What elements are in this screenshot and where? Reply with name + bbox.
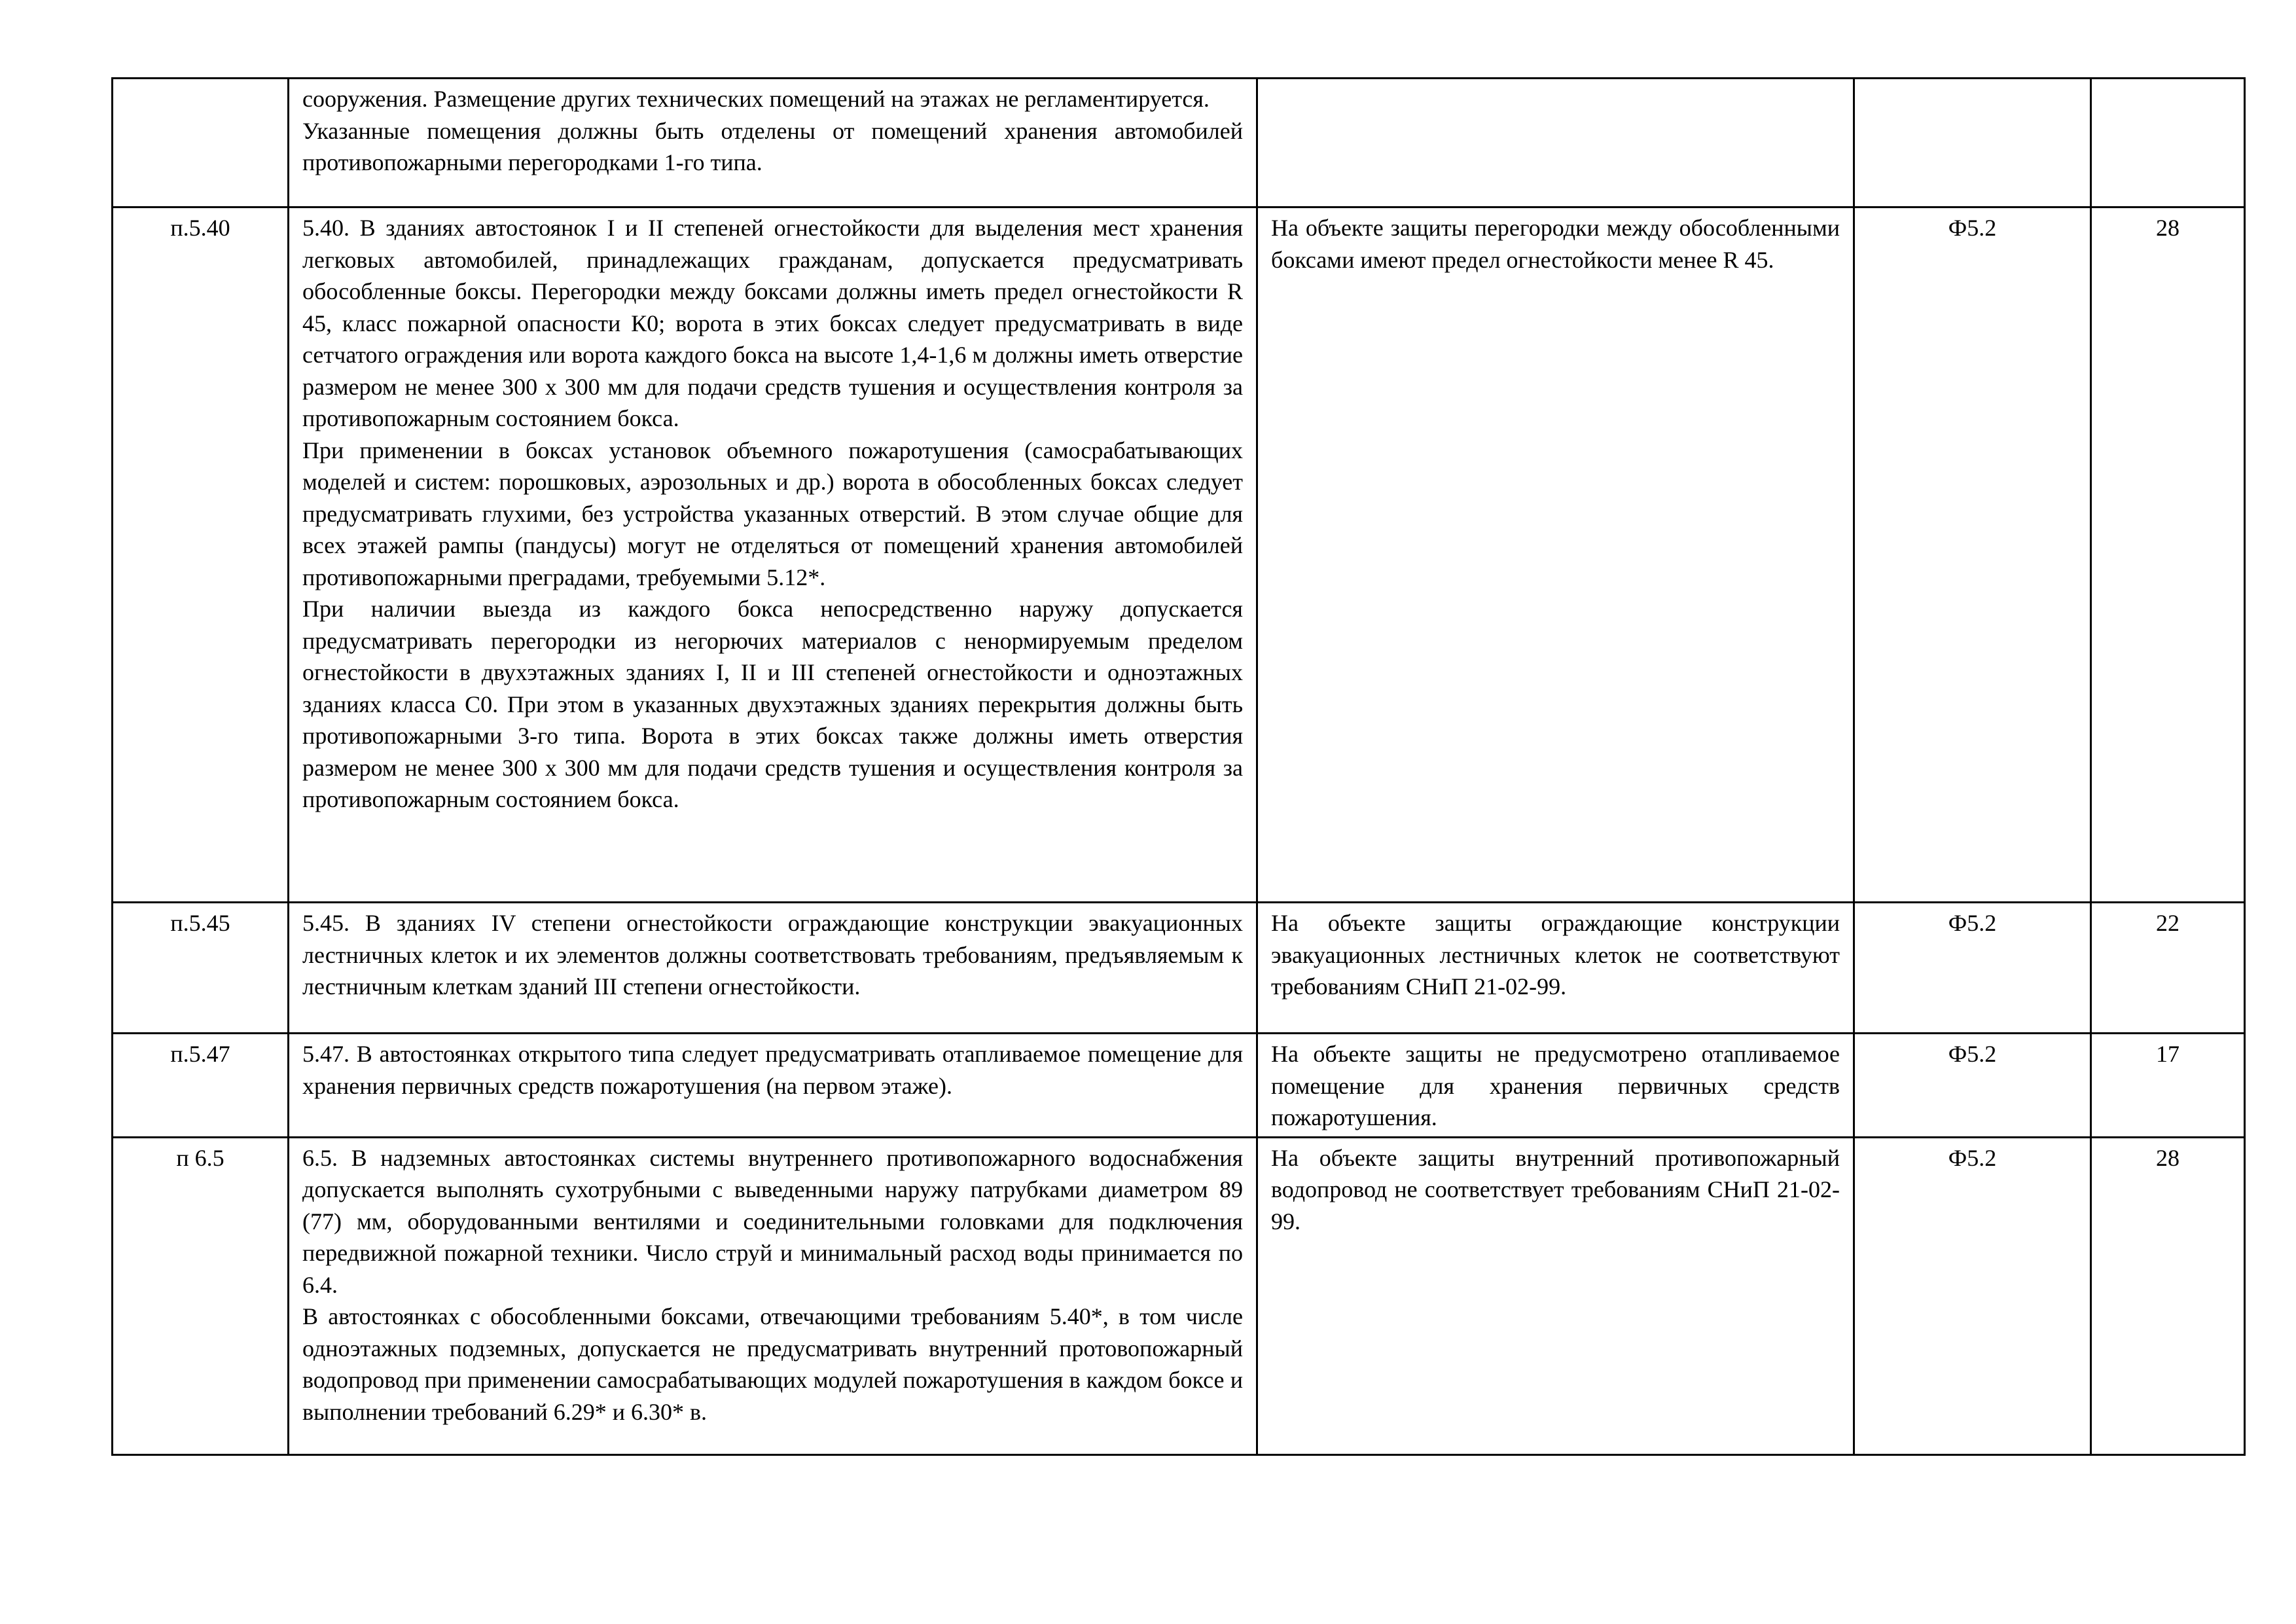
table-row	[113, 208, 2245, 903]
number-cell: 17	[2091, 1034, 2245, 1138]
code-cell: Ф5.2	[1854, 903, 2091, 1034]
violation-cell: На объекте защиты не предусмотрено отапливаемое помещение для хранения первичных средств пожаротушения.	[1257, 1034, 1854, 1138]
number-cell: 28	[2091, 208, 2245, 903]
violation-cell	[1257, 79, 1854, 208]
requirement-paragraph: 5.47. В автостоянках открытого типа следует предусматривать отапливаемое помещение для хранения первичных средств пожаротушения (на первом этаже).	[302, 1041, 1243, 1099]
requirement-paragraph: сооружения. Размещение других технических помещений на этажах не регламентируется.	[302, 86, 1210, 112]
violation-cell: На объекте защиты перегородки между обособленными боксами имеют предел огнестойкости менее R 45.	[1257, 208, 1854, 903]
table-row	[113, 79, 2245, 208]
code-cell: Ф5.2	[1854, 1137, 2091, 1454]
number-cell: 22	[2091, 903, 2245, 1034]
requirement-cell	[289, 1137, 1257, 1454]
requirement-cell	[289, 903, 1257, 1034]
table-row	[113, 903, 2245, 1034]
clause-cell: п.5.45	[113, 903, 289, 1034]
requirement-paragraph: Указанные помещения должны быть отделены от помещений хранения автомобилей противопожарными перегородками 1-го типа.	[302, 117, 1243, 175]
clause-cell: п.5.40	[113, 208, 289, 903]
requirement-paragraph: В автостоянках с обособленными боксами, отвечающими требованиям 5.40*, в том числе одноэтажных подземных, допускается не предусматривать внутренний протовопожарный водопровод при применении самосрабатывающих модулей пожаротушения в каждом боксе и выполнении требований 6.29* и 6.30* в.	[302, 1303, 1243, 1425]
table-row	[113, 1034, 2245, 1138]
number-cell	[2091, 79, 2245, 208]
violation-cell: На объекте защиты внутренний противопожарный водопровод не соответствует требованиям СНиП 21-02-99.	[1257, 1137, 1854, 1454]
clause-cell: п.5.47	[113, 1034, 289, 1138]
requirement-paragraph: При применении в боксах установок объемного пожаротушения (самосрабатывающих моделей и систем: порошковых, аэрозольных и др.) ворота в обособленных боксах следует предусматривать глухими, без устройства указанных отверстий. В этом случае общие для всех этажей рампы (пандусы) могут не отделяться от помещений хранения автомобилей противопожарными преградами, требуемыми 5.12*.	[302, 437, 1243, 590]
requirement-paragraph: 5.40. В зданиях автостоянок I и II степеней огнестойкости для выделения мест хранения легковых автомобилей, принадлежащих гражданам, допускается предусматривать обособленные боксы. Перегородки между боксами должны иметь предел огнестойкости R 45, класс пожарной опасности К0; ворота в этих боксах следует предусматривать в виде сетчатого ограждения или ворота каждого бокса на высоте 1,4-1,6 м должны иметь отверстие размером не менее 300 х 300 мм для подачи средств тушения и осуществления контроля за противопожарным состоянием бокса.	[302, 215, 1243, 431]
clause-cell	[113, 79, 289, 208]
code-cell: Ф5.2	[1854, 1034, 2091, 1138]
requirement-paragraph: 6.5. В надземных автостоянках системы внутреннего противопожарного водоснабжения допускается выполнять сухотрубными с выведенными наружу патрубками диаметром 89 (77) мм, оборудованными вентилями и соединительными головками для подключения передвижной пожарной техники. Число струй и минимальный расход воды принимается по 6.4.	[302, 1144, 1243, 1298]
code-cell: Ф5.2	[1854, 208, 2091, 903]
requirement-cell	[289, 79, 1257, 208]
clause-cell: п 6.5	[113, 1137, 289, 1454]
violations-table	[111, 77, 2246, 1456]
table-row	[113, 1137, 2245, 1454]
document-page	[111, 77, 2244, 1456]
requirement-cell	[289, 1034, 1257, 1138]
number-cell: 28	[2091, 1137, 2245, 1454]
requirement-paragraph: При наличии выезда из каждого бокса непосредственно наружу допускается предусматривать перегородки из негорючих материалов с ненормируемым пределом огнестойкости в двухэтажных зданиях I, II и III степеней огнестойкости и одноэтажных зданиях класса С0. При этом в указанных двухэтажных зданиях перекрытия должны быть противопожарными 3-го типа. Ворота в этих боксах также должны иметь отверстия размером не менее 300 х 300 мм для подачи средств тушения и осуществления контроля за противопожарным состоянием бокса.	[302, 596, 1243, 812]
violation-cell: На объекте защиты ограждающие конструкции эвакуационных лестничных клеток не соответствуют требованиям СНиП 21-02-99.	[1257, 903, 1854, 1034]
requirement-cell	[289, 208, 1257, 903]
requirement-paragraph: 5.45. В зданиях IV степени огнестойкости ограждающие конструкции эвакуационных лестничных клеток и их элементов должны соответствовать требованиям, предъявляемым к лестничным клеткам зданий III степени огнестойкости.	[302, 910, 1243, 1000]
code-cell	[1854, 79, 2091, 208]
